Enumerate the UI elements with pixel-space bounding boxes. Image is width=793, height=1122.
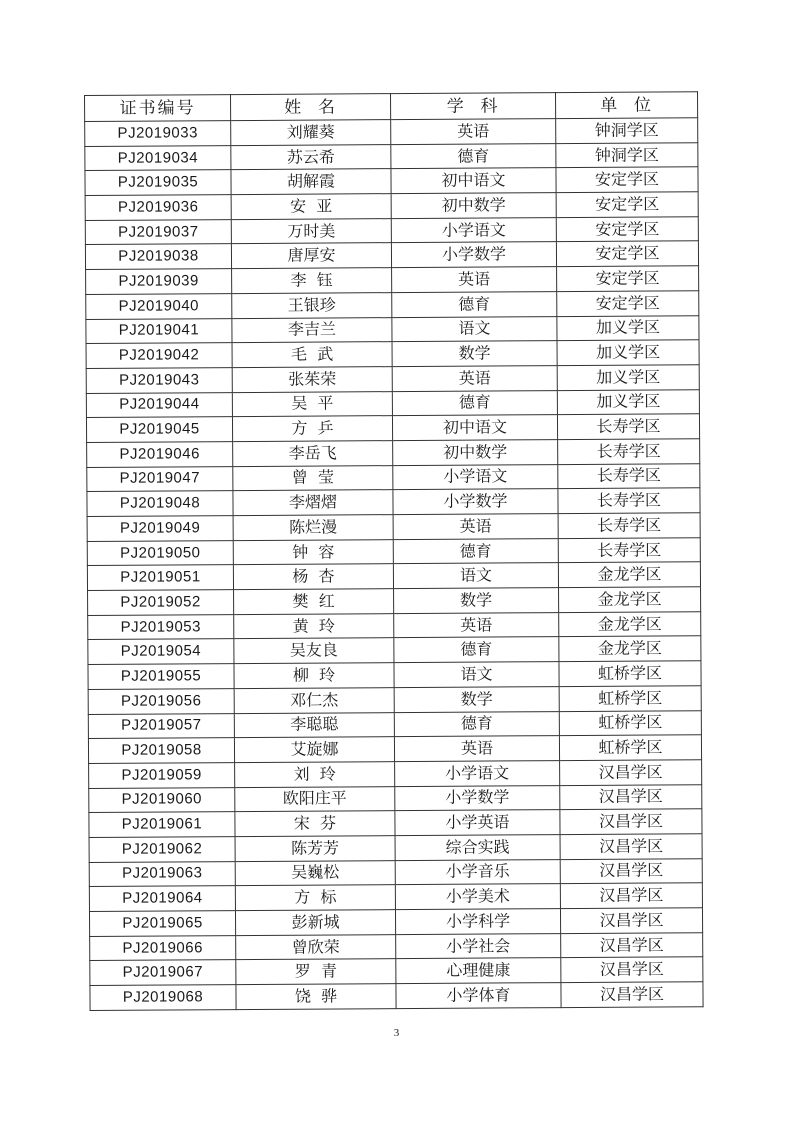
name-cell: 彭新城 [235,910,395,936]
name-cell: 苏云希 [231,144,391,170]
table-row [85,142,698,170]
subject-cell: 数学 [392,341,557,367]
table-row [86,389,699,417]
name-cell: 刘耀葵 [231,120,391,146]
subject-cell: 小学科学 [395,909,560,935]
header-subject: 学 科 [390,93,555,120]
subject-cell: 小学英语 [395,810,560,836]
cert-number-cell: PJ2019036 [85,195,231,221]
cert-number-cell: PJ2019056 [88,688,234,714]
unit-cell: 长寿学区 [557,414,699,440]
table-row [88,661,701,689]
table-row [88,587,701,615]
cert-number-cell: PJ2019053 [88,614,234,640]
unit-cell: 长寿学区 [558,463,700,489]
unit-cell: 汉昌学区 [560,834,702,860]
name-cell: 曾 莹 [233,465,393,491]
subject-cell: 英语 [391,119,556,145]
subject-cell: 德育 [393,538,558,564]
cert-number-cell: PJ2019042 [86,343,232,369]
subject-cell: 德育 [392,390,557,416]
subject-cell: 小学数学 [393,489,558,515]
table-row [86,414,699,442]
unit-cell: 汉昌学区 [560,858,702,884]
cert-number-cell: PJ2019065 [89,911,235,937]
name-cell: 李吉兰 [232,317,392,343]
cert-number-cell: PJ2019067 [90,960,236,986]
table-row [86,266,699,294]
subject-cell: 德育 [394,711,559,737]
name-cell: 柳 玲 [234,663,394,689]
table-row [90,932,703,960]
unit-cell: 虹桥学区 [559,661,701,687]
unit-cell: 汉昌学区 [560,784,702,810]
cert-number-cell: PJ2019033 [85,121,231,147]
cert-number-cell: PJ2019054 [88,639,234,665]
unit-cell: 汉昌学区 [560,760,702,786]
table-row [88,611,701,639]
name-cell: 王银珍 [232,292,392,318]
unit-cell: 汉昌学区 [560,809,702,835]
table-row [89,784,702,812]
subject-cell: 小学美术 [395,884,560,910]
unit-cell: 金龙学区 [558,562,700,588]
cert-number-cell: PJ2019044 [86,392,232,418]
subject-cell: 小学体育 [396,983,561,1009]
cert-number-cell: PJ2019038 [85,244,231,270]
table-row [87,562,700,590]
table-row [87,537,700,565]
header-cert-no: 证书编号 [85,95,231,122]
unit-cell: 金龙学区 [559,611,701,637]
cert-number-cell: PJ2019063 [89,861,235,887]
unit-cell: 安定学区 [556,241,698,267]
unit-cell: 虹桥学区 [559,710,701,736]
table-header-row [85,92,698,122]
subject-cell: 德育 [391,143,556,169]
subject-cell: 初中语文 [391,168,556,194]
cert-number-cell: PJ2019040 [86,293,232,319]
unit-cell: 金龙学区 [559,587,701,613]
cert-number-cell: PJ2019061 [89,812,235,838]
unit-cell: 安定学区 [557,266,699,292]
table-row [85,192,698,220]
subject-cell: 德育 [392,291,557,317]
unit-cell: 汉昌学区 [561,982,703,1008]
cert-number-cell: PJ2019039 [86,269,232,295]
table-row [88,710,701,738]
unit-cell: 汉昌学区 [560,908,702,934]
subject-cell: 小学语文 [395,760,560,786]
name-cell: 杨 杏 [233,564,393,590]
unit-cell: 钟洞学区 [556,118,698,144]
subject-cell: 小学语文 [393,464,558,490]
cert-number-cell: PJ2019060 [89,787,235,813]
unit-cell: 长寿学区 [558,488,700,514]
table-row [89,883,702,911]
unit-cell: 长寿学区 [558,537,700,563]
table-row [88,735,701,763]
name-cell: 钟 容 [233,539,393,565]
table-body [85,118,703,1010]
table-row [87,439,700,467]
subject-cell: 小学数学 [395,785,560,811]
cert-number-cell: PJ2019062 [89,837,235,863]
subject-cell: 语文 [394,662,559,688]
name-cell: 罗 青 [236,959,396,985]
name-cell: 吴巍松 [235,860,395,886]
header-unit: 单 位 [555,92,697,119]
name-cell: 李 钰 [232,268,392,294]
subject-cell: 综合实践 [395,835,560,861]
table-row [89,809,702,837]
name-cell: 胡解霞 [231,169,391,195]
cert-number-cell: PJ2019049 [87,516,233,542]
subject-cell: 小学社会 [396,933,561,959]
table-row [89,760,702,788]
cert-number-cell: PJ2019058 [88,738,234,764]
name-cell: 李岳飞 [233,441,393,467]
unit-cell: 长寿学区 [558,513,700,539]
table-row [88,686,701,714]
table-row [89,908,702,936]
name-cell: 陈烂漫 [233,515,393,541]
unit-cell: 虹桥学区 [559,686,701,712]
table-row [86,340,699,368]
name-cell: 安 亚 [231,194,391,220]
table-row [85,217,698,245]
unit-cell: 加义学区 [557,340,699,366]
name-cell: 万时美 [231,218,391,244]
subject-cell: 小学数学 [391,242,556,268]
unit-cell: 汉昌学区 [561,957,703,983]
subject-cell: 数学 [394,588,559,614]
unit-cell: 加义学区 [557,389,699,415]
cert-number-cell: PJ2019066 [90,935,236,961]
table-row [90,982,703,1010]
header-name: 姓 名 [231,94,391,121]
table-row [87,488,700,516]
unit-cell: 钟洞学区 [556,142,698,168]
subject-cell: 数学 [394,686,559,712]
name-cell: 陈芳芳 [235,836,395,862]
unit-cell: 安定学区 [556,167,698,193]
name-cell: 张茱荣 [232,366,392,392]
table-row [86,315,699,343]
cert-number-cell: PJ2019055 [88,664,234,690]
name-cell: 方 乒 [232,416,392,442]
table-row [89,834,702,862]
unit-cell: 安定学区 [556,192,698,218]
table-row [86,365,699,393]
name-cell: 吴 平 [232,391,392,417]
table-row [85,167,698,195]
page-number: 3 [393,1027,400,1039]
unit-cell: 加义学区 [557,315,699,341]
name-cell: 唐厚安 [231,243,391,269]
cert-number-cell: PJ2019057 [88,713,234,739]
subject-cell: 初中数学 [391,193,556,219]
table-row [87,513,700,541]
cert-number-cell: PJ2019041 [86,318,232,344]
name-cell: 饶 骅 [236,984,396,1010]
table-row [85,118,698,146]
unit-cell: 虹桥学区 [559,735,701,761]
cert-number-cell: PJ2019048 [87,491,233,517]
name-cell: 刘 玲 [235,761,395,787]
unit-cell: 长寿学区 [558,439,700,465]
subject-cell: 小学语文 [391,217,556,243]
certificate-table [84,91,704,1010]
cert-number-cell: PJ2019035 [85,170,231,196]
subject-cell: 初中语文 [392,415,557,441]
unit-cell: 金龙学区 [559,636,701,662]
subject-cell: 英语 [393,514,558,540]
subject-cell: 英语 [394,736,559,762]
cert-number-cell: PJ2019037 [85,219,231,245]
name-cell: 欧阳庄平 [235,786,395,812]
unit-cell: 汉昌学区 [560,883,702,909]
subject-cell: 英语 [392,267,557,293]
table-row [89,858,702,886]
name-cell: 黄 玲 [234,613,394,639]
subject-cell: 语文 [392,316,557,342]
table-row [86,291,699,319]
name-cell: 宋 芬 [235,811,395,837]
cert-number-cell: PJ2019045 [86,417,232,443]
name-cell: 毛 武 [232,342,392,368]
subject-cell: 英语 [392,365,557,391]
name-cell: 李熠熠 [233,490,393,516]
cert-number-cell: PJ2019043 [86,367,232,393]
cert-number-cell: PJ2019050 [87,540,233,566]
cert-number-cell: PJ2019068 [90,985,236,1011]
unit-cell: 加义学区 [557,365,699,391]
name-cell: 艾旋娜 [234,737,394,763]
cert-number-cell: PJ2019052 [88,590,234,616]
subject-cell: 英语 [394,612,559,638]
subject-cell: 德育 [394,637,559,663]
name-cell: 吴友良 [234,638,394,664]
cert-number-cell: PJ2019034 [85,145,231,171]
cert-number-cell: PJ2019051 [87,565,233,591]
unit-cell: 安定学区 [556,217,698,243]
cert-number-cell: PJ2019046 [87,442,233,468]
name-cell: 曾欣荣 [236,934,396,960]
unit-cell: 汉昌学区 [561,932,703,958]
name-cell: 方 标 [235,885,395,911]
cert-number-cell: PJ2019059 [89,762,235,788]
table-row [87,463,700,491]
subject-cell: 小学音乐 [395,859,560,885]
name-cell: 邓仁杰 [234,687,394,713]
subject-cell: 初中数学 [393,440,558,466]
table-row [90,957,703,985]
table-row [85,241,698,269]
name-cell: 李聪聪 [234,712,394,738]
cert-number-cell: PJ2019064 [89,886,235,912]
name-cell: 樊 红 [234,589,394,615]
cert-number-cell: PJ2019047 [87,466,233,492]
subject-cell: 心理健康 [396,958,561,984]
unit-cell: 安定学区 [557,291,699,317]
table-row [88,636,701,664]
subject-cell: 语文 [393,563,558,589]
